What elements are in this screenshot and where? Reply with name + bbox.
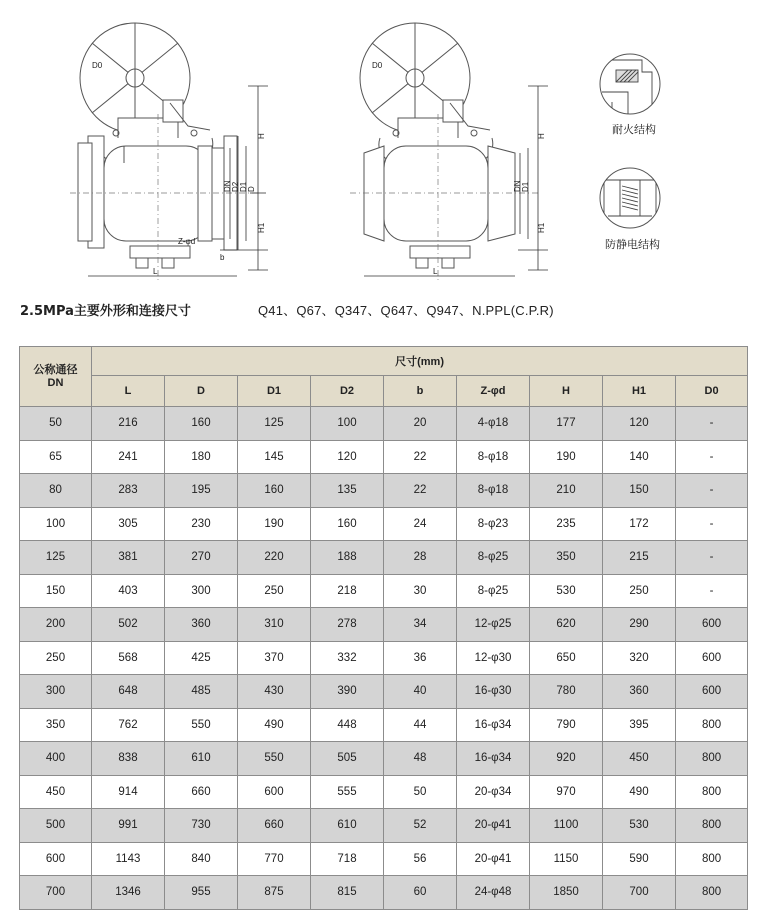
table-cell: 770 (238, 842, 311, 876)
table-cell: 450 (603, 742, 676, 776)
dn-cell: 50 (20, 407, 92, 441)
table-cell: 180 (165, 440, 238, 474)
dn-cell: 150 (20, 574, 92, 608)
label-l: L (153, 267, 158, 276)
table-cell: 30 (384, 574, 457, 608)
table-cell: 490 (238, 708, 311, 742)
table-cell: 4-φ18 (457, 407, 530, 441)
table-cell: 172 (603, 507, 676, 541)
table-cell: 800 (676, 775, 748, 809)
table-row (20, 574, 748, 608)
table-cell: 160 (165, 407, 238, 441)
table-cell: 530 (603, 809, 676, 843)
table-cell: 241 (92, 440, 165, 474)
table-cell: 8-φ18 (457, 474, 530, 508)
dimensions-group-header: 尺寸(mm) (92, 347, 748, 376)
table-cell: 48 (384, 742, 457, 776)
table-cell: - (676, 507, 748, 541)
table-cell: 305 (92, 507, 165, 541)
dn-cell: 125 (20, 541, 92, 575)
table-cell: 250 (603, 574, 676, 608)
dn-cell: 700 (20, 876, 92, 910)
table-cell: 1150 (530, 842, 603, 876)
table-cell: 215 (603, 541, 676, 575)
label-h1: H1 (257, 222, 266, 233)
table-cell: 600 (676, 608, 748, 642)
table-cell: 310 (238, 608, 311, 642)
table-cell: 190 (530, 440, 603, 474)
model-list: Q41、Q67、Q347、Q647、Q947、N.PPL(C.P.R) (258, 303, 554, 318)
table-row (20, 507, 748, 541)
column-header: b (384, 376, 457, 407)
table-cell: 370 (238, 641, 311, 675)
table-cell: 216 (92, 407, 165, 441)
column-header: D2 (311, 376, 384, 407)
dn-cell: 200 (20, 608, 92, 642)
table-cell: 448 (311, 708, 384, 742)
dn-cell: 500 (20, 809, 92, 843)
table-cell: 300 (165, 574, 238, 608)
table-cell: 8-φ23 (457, 507, 530, 541)
table-row (20, 809, 748, 843)
table-cell: 135 (311, 474, 384, 508)
table-cell: 332 (311, 641, 384, 675)
table-cell: 838 (92, 742, 165, 776)
table-cell: 568 (92, 641, 165, 675)
table-cell: 120 (603, 407, 676, 441)
table-cell: 190 (238, 507, 311, 541)
table-cell: 140 (603, 440, 676, 474)
table-cell: 220 (238, 541, 311, 575)
table-cell: 100 (311, 407, 384, 441)
table-cell: 230 (165, 507, 238, 541)
table-cell: 395 (603, 708, 676, 742)
dn-cell: 300 (20, 675, 92, 709)
table-cell: - (676, 474, 748, 508)
table-cell: 8-φ25 (457, 574, 530, 608)
flanged-valve-drawing (70, 18, 285, 293)
table-cell: 210 (530, 474, 603, 508)
table-cell: 1346 (92, 876, 165, 910)
dn-cell: 400 (20, 742, 92, 776)
table-cell: 550 (238, 742, 311, 776)
table-row (20, 474, 748, 508)
table-row (20, 541, 748, 575)
table-cell: 800 (676, 742, 748, 776)
label-d1: D1 (239, 181, 248, 192)
table-cell: 160 (311, 507, 384, 541)
table-cell: 381 (92, 541, 165, 575)
table-cell: 790 (530, 708, 603, 742)
antistatic-structure-detail (598, 166, 662, 230)
table-cell: - (676, 574, 748, 608)
table-cell: 403 (92, 574, 165, 608)
column-header: D0 (676, 376, 748, 407)
table-row (20, 775, 748, 809)
table-cell: 290 (603, 608, 676, 642)
table-cell: 235 (530, 507, 603, 541)
table-row (20, 641, 748, 675)
table-cell: 800 (676, 842, 748, 876)
table-row (20, 440, 748, 474)
table-cell: 250 (238, 574, 311, 608)
table-cell: - (676, 440, 748, 474)
table-cell: 8-φ25 (457, 541, 530, 575)
table-cell: 390 (311, 675, 384, 709)
column-header: L (92, 376, 165, 407)
label-dn-2: DN (513, 180, 522, 192)
antistatic-caption: 防静电结构 (605, 238, 660, 251)
table-cell: 970 (530, 775, 603, 809)
table-cell: 620 (530, 608, 603, 642)
table-cell: 1100 (530, 809, 603, 843)
table-cell: 955 (165, 876, 238, 910)
table-row (20, 608, 748, 642)
table-row (20, 842, 748, 876)
table-cell: 914 (92, 775, 165, 809)
table-cell: 12-φ25 (457, 608, 530, 642)
table-cell: 800 (676, 708, 748, 742)
table-cell: 350 (530, 541, 603, 575)
table-cell: 550 (165, 708, 238, 742)
label-d0: D0 (92, 61, 103, 70)
table-cell: 16-φ34 (457, 708, 530, 742)
table-cell: 815 (311, 876, 384, 910)
table-cell: 360 (603, 675, 676, 709)
label-h: H (257, 133, 266, 139)
label-d2: D2 (231, 181, 240, 192)
table-cell: 60 (384, 876, 457, 910)
table-cell: 660 (165, 775, 238, 809)
table-cell: 28 (384, 541, 457, 575)
table-cell: 610 (311, 809, 384, 843)
table-row (20, 742, 748, 776)
column-header: H (530, 376, 603, 407)
table-cell: 278 (311, 608, 384, 642)
table-cell: 800 (676, 809, 748, 843)
table-cell: 430 (238, 675, 311, 709)
table-cell: 360 (165, 608, 238, 642)
table-cell: 22 (384, 440, 457, 474)
table-cell: 195 (165, 474, 238, 508)
table-cell: 56 (384, 842, 457, 876)
dimensions-table (19, 346, 748, 910)
table-cell: 425 (165, 641, 238, 675)
table-cell: 505 (311, 742, 384, 776)
table-cell: 590 (603, 842, 676, 876)
table-cell: 718 (311, 842, 384, 876)
table-cell: 44 (384, 708, 457, 742)
table-cell: 502 (92, 608, 165, 642)
table-cell: 650 (530, 641, 603, 675)
table-cell: 22 (384, 474, 457, 508)
label-d1-2: D1 (521, 181, 530, 192)
table-cell: 600 (238, 775, 311, 809)
dn-cell: 250 (20, 641, 92, 675)
table-cell: 530 (530, 574, 603, 608)
column-header: D1 (238, 376, 311, 407)
table-row (20, 708, 748, 742)
label-dn: DN (223, 180, 232, 192)
table-cell: 188 (311, 541, 384, 575)
table-cell: 875 (238, 876, 311, 910)
table-row (20, 876, 748, 910)
table-cell: 1143 (92, 842, 165, 876)
table-cell: 120 (311, 440, 384, 474)
table-cell: - (676, 541, 748, 575)
table-cell: 218 (311, 574, 384, 608)
table-cell: 177 (530, 407, 603, 441)
table-cell: 24-φ48 (457, 876, 530, 910)
table-cell: 24 (384, 507, 457, 541)
table-cell: 20 (384, 407, 457, 441)
dn-cell: 350 (20, 708, 92, 742)
dn-cell: 65 (20, 440, 92, 474)
table-cell: 320 (603, 641, 676, 675)
table-row (20, 407, 748, 441)
technical-drawings (0, 0, 760, 292)
column-header: H1 (603, 376, 676, 407)
table-cell: 8-φ18 (457, 440, 530, 474)
label-zd: Z-φd (178, 237, 196, 246)
table-cell: 150 (603, 474, 676, 508)
table-cell: 840 (165, 842, 238, 876)
column-header: D (165, 376, 238, 407)
table-cell: 1850 (530, 876, 603, 910)
table-cell: 20-φ41 (457, 842, 530, 876)
table-cell: 485 (165, 675, 238, 709)
table-cell: 20-φ41 (457, 809, 530, 843)
welded-valve-drawing (350, 18, 560, 293)
table-cell: 12-φ30 (457, 641, 530, 675)
table-cell: 490 (603, 775, 676, 809)
fireproof-caption: 耐火结构 (612, 123, 656, 136)
dn-cell: 450 (20, 775, 92, 809)
table-cell: 36 (384, 641, 457, 675)
table-cell: 800 (676, 876, 748, 910)
table-cell: 145 (238, 440, 311, 474)
table-cell: 730 (165, 809, 238, 843)
label-d: D (247, 186, 256, 192)
table-cell: 34 (384, 608, 457, 642)
table-cell: 50 (384, 775, 457, 809)
column-header: Z-φd (457, 376, 530, 407)
dn-header: 公称通径 DN (20, 347, 92, 407)
table-cell: 16-φ34 (457, 742, 530, 776)
table-cell: 270 (165, 541, 238, 575)
table-cell: 52 (384, 809, 457, 843)
table-cell: 991 (92, 809, 165, 843)
table-cell: 555 (311, 775, 384, 809)
page-title: 2.5MPa主要外形和连接尺寸 (20, 304, 191, 319)
table-cell: 283 (92, 474, 165, 508)
table-cell: 16-φ30 (457, 675, 530, 709)
table-cell: 920 (530, 742, 603, 776)
table-cell: 660 (238, 809, 311, 843)
table-cell: 125 (238, 407, 311, 441)
table-cell: 780 (530, 675, 603, 709)
table-cell: 40 (384, 675, 457, 709)
table-cell: 648 (92, 675, 165, 709)
fireproof-structure-detail (598, 52, 662, 116)
table-cell: 600 (676, 641, 748, 675)
heading-row (20, 300, 740, 320)
label-l-2: L (433, 267, 438, 276)
table-cell: - (676, 407, 748, 441)
table-cell: 20-φ34 (457, 775, 530, 809)
table-cell: 160 (238, 474, 311, 508)
table-cell: 600 (676, 675, 748, 709)
dn-cell: 100 (20, 507, 92, 541)
table-cell: 762 (92, 708, 165, 742)
label-h1-2: H1 (537, 222, 546, 233)
label-b: b (220, 253, 225, 262)
label-d0-2: D0 (372, 61, 383, 70)
table-cell: 610 (165, 742, 238, 776)
label-h-2: H (537, 133, 546, 139)
table-cell: 700 (603, 876, 676, 910)
dn-cell: 600 (20, 842, 92, 876)
dn-cell: 80 (20, 474, 92, 508)
table-row (20, 675, 748, 709)
